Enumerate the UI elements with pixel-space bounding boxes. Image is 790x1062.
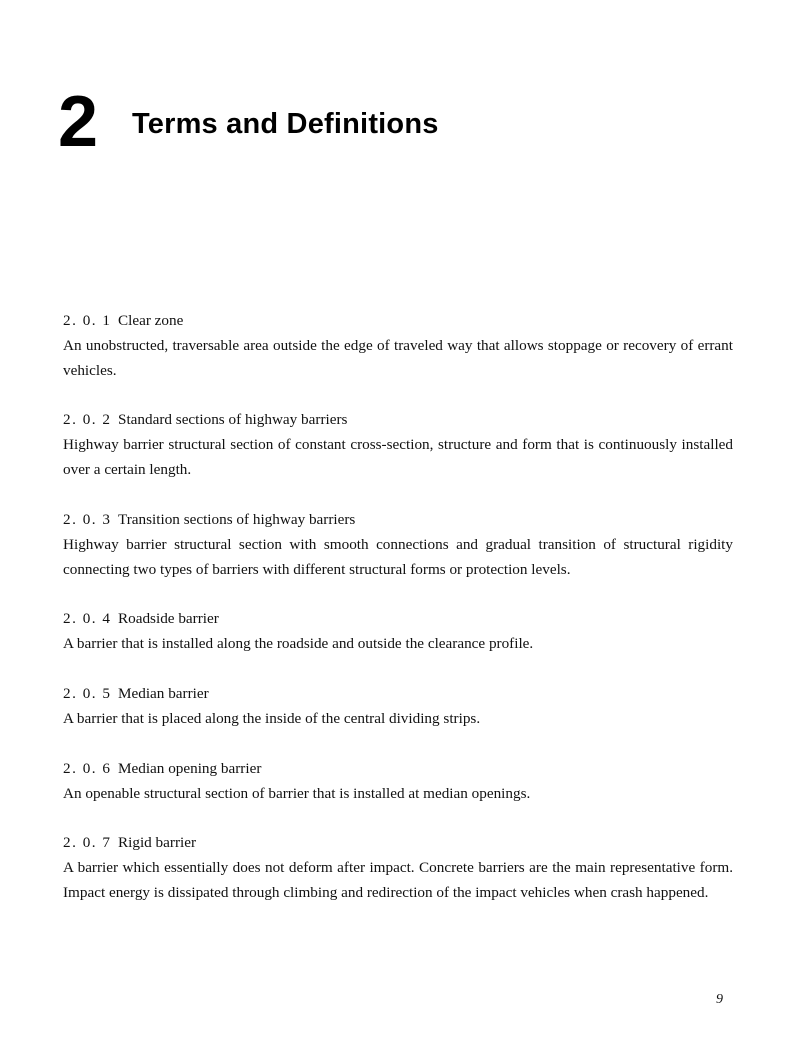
term-definition: A barrier which essentially does not deform after impact. Concrete barriers are the main representative form. Impact energy is dissipated through climbing and redirection of the impact vehicles when crash happened.: [63, 859, 733, 901]
definition-entry: [63, 507, 733, 582]
term-definition: An openable structural section of barrier that is installed at median openings.: [63, 785, 531, 802]
definition-entry: [63, 308, 733, 383]
term-name: Transition sections of highway barriers: [118, 511, 356, 528]
term-number: 2. 0. 2: [63, 411, 112, 428]
definition-entry: [63, 681, 733, 731]
chapter-number: 2: [58, 82, 99, 162]
term-definition: Highway barrier structural section of constant cross-section, structure and form that is continuously installed over a certain length.: [63, 436, 733, 478]
definition-entry: [63, 830, 733, 905]
term-number: 2. 0. 6: [63, 760, 112, 777]
term-definition: A barrier that is installed along the roadside and outside the clearance profile.: [63, 635, 534, 652]
term-name: Standard sections of highway barriers: [118, 411, 348, 428]
term-number: 2. 0. 3: [63, 511, 112, 528]
term-name: Median barrier: [118, 685, 209, 702]
term-heading: [63, 830, 733, 855]
page-number: 9: [716, 992, 723, 1007]
term-number: 2. 0. 5: [63, 685, 112, 702]
term-name: Clear zone: [118, 312, 184, 329]
term-heading: [63, 507, 733, 532]
term-number: 2. 0. 7: [63, 834, 112, 851]
term-name: Rigid barrier: [118, 834, 197, 851]
term-definition: Highway barrier structural section with smooth connections and gradual transition of structural rigidity connecting two types of barriers with different structural forms or protection levels.: [63, 536, 733, 578]
term-heading: [63, 407, 733, 432]
term-heading: [63, 308, 733, 333]
term-name: Median opening barrier: [118, 760, 262, 777]
chapter-title: Terms and Definitions: [132, 108, 439, 140]
term-number: 2. 0. 4: [63, 610, 112, 627]
term-name: Roadside barrier: [118, 610, 219, 627]
term-definition: A barrier that is placed along the inside of the central dividing strips.: [63, 710, 481, 727]
term-number: 2. 0. 1: [63, 312, 112, 329]
definition-entry: [63, 407, 733, 482]
term-heading: [63, 756, 733, 781]
term-heading: [63, 606, 733, 631]
term-definition: An unobstructed, traversable area outside the edge of traveled way that allows stoppage or recovery of errant vehicles.: [63, 337, 733, 379]
definition-entry: [63, 756, 733, 806]
term-heading: [63, 681, 733, 706]
definition-entry: [63, 606, 733, 656]
